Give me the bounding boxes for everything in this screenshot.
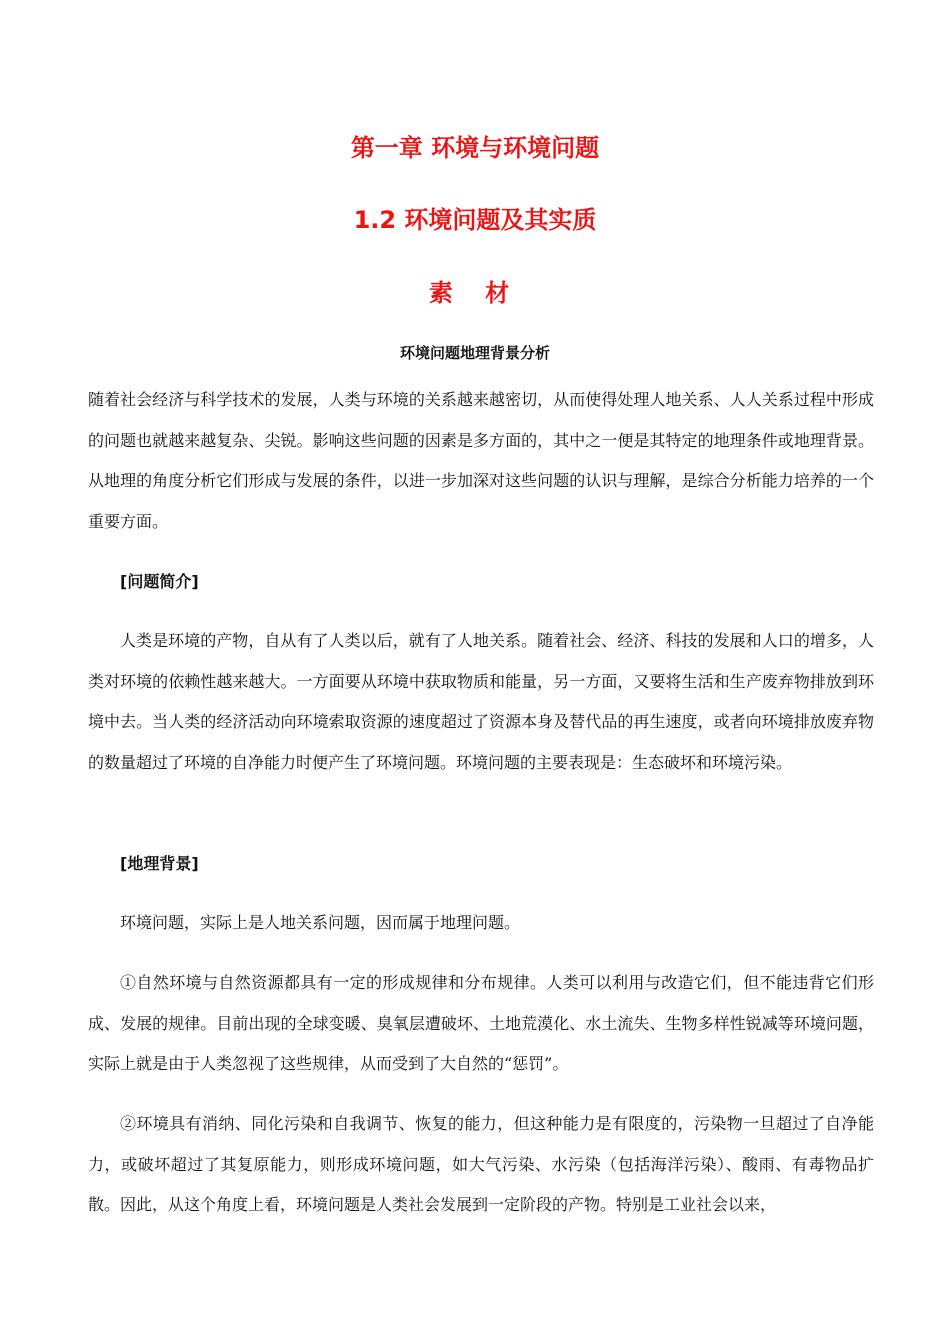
section-title: 1.2 环境问题及其实质 (353, 206, 597, 234)
chapter-title: 第一章 环境与环境问题 (350, 134, 600, 162)
section-intro-paragraph: 人类是环境的产物，自从有了人类以后，就有了人地关系。随着社会、经济、科技的发展和人口的增多，人类对环境的依赖性越来越大。一方面要从环境中获取物质和能量，另一方面，又要将生活和生产废弃物排放到环境中去。当人类的经济活动向环境索取资源的速度超过了资源本身及替代品的再生速度，或者向环境排放废弃物的数量超过了环境的自净能力时便产生了环境问题。环境问题的主要表现是：生态破坏和环境污染。 (88, 631, 874, 772)
section-geo-paragraph-2: ①自然环境与自然资源都具有一定的形成规律和分布规律。人类可以利用与改造它们，但不能违背它们形成、发展的规律。目前出现的全球变暖、臭氧层遭破坏、土地荒漠化、水土流失、生物多样性锐减等环境问题，实际上就是由于人类忽视了这些规律，从而受到了大自然的“惩罚”。 (88, 973, 874, 1073)
intro-paragraph: 随着社会经济与科学技术的发展，人类与环境的关系越来越密切，从而使得处理人地关系、人人关系过程中形成的问题也就越来越复杂、尖锐。影响这些问题的因素是多方面的，其中之一便是其特定的地理条件或地理背景。从地理的角度分析它们形成与发展的条件，以进一步加深对这些问题的认识与理解，是综合分析能力培养的一个重要方面。 (88, 390, 874, 531)
section-geo-label: [地理背景] (120, 854, 199, 873)
material-title: 素 材 (428, 279, 522, 307)
article-title: 环境问题地理背景分析 (399, 344, 550, 362)
section-geo-paragraph-1: 环境问题，实际上是人地关系问题，因而属于地理问题。 (120, 913, 521, 932)
section-geo-paragraph-3: ②环境具有消纳、同化污染和自我调节、恢复的能力，但这种能力是有限度的，污染物一旦超过了自净能力，或破坏超过了其复原能力，则形成环境问题，如大气污染、水污染（包括海洋污染）、酸雨、有毒物品扩散。因此，从这个角度上看，环境问题是人类社会发展到一定阶段的产物。特别是工业社会以来， (88, 1114, 874, 1214)
section-intro-label: [问题简介] (120, 572, 199, 591)
